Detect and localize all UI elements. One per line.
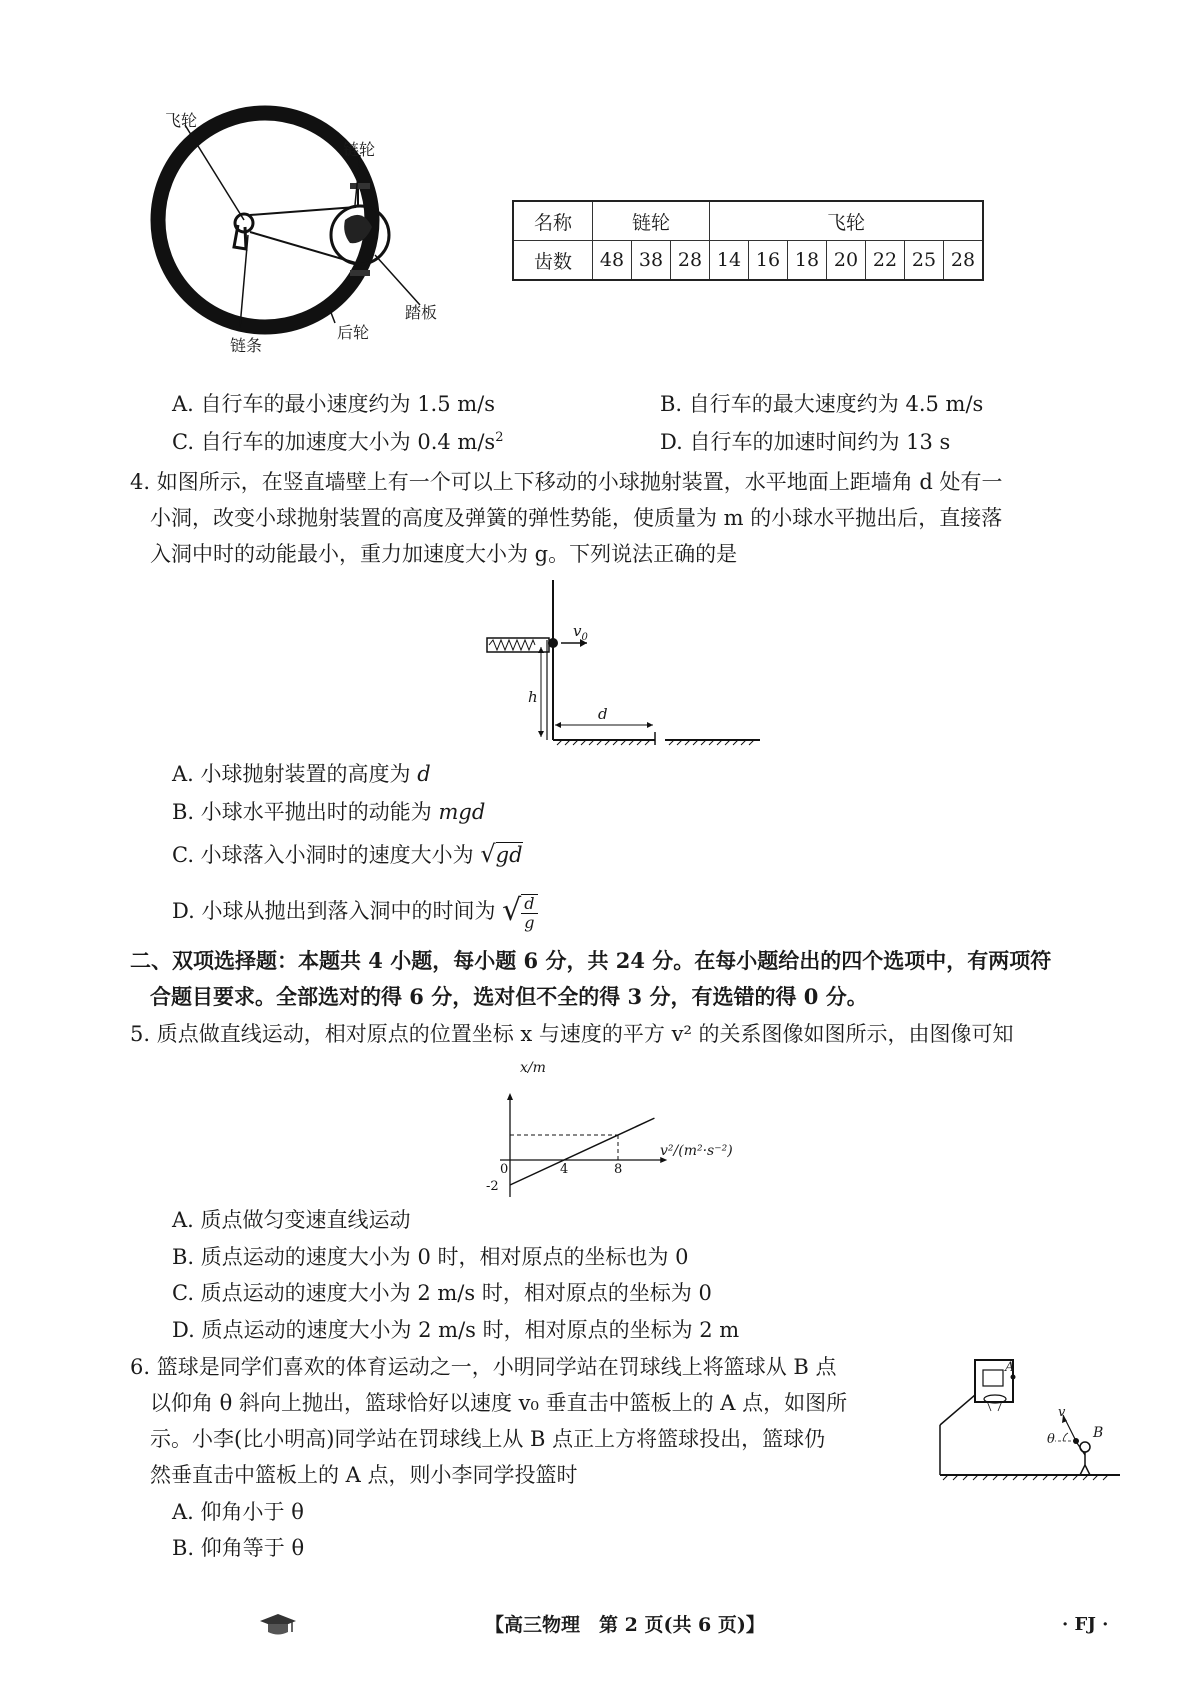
table-cell: 38 — [632, 241, 671, 281]
label-pedal: 踏板 — [405, 303, 438, 322]
q5-option-a: A. 质点做匀变速直线运动 — [172, 1208, 411, 1232]
table-row — [513, 201, 983, 241]
q6-stem-line3: 示。小李(比小明高)同学站在罚球线上从 B 点正上方将篮球投出，篮球仍 — [150, 1427, 826, 1451]
x-axis-label: v²/(m²·s⁻²) — [660, 1143, 733, 1159]
q6-stem-line2: 以仰角 θ 斜向上抛出，篮球恰好以速度 v₀ 垂直击中篮板上的 A 点，如图所 — [150, 1391, 848, 1415]
q5-option-d: D. 质点运动的速度大小为 2 m/s 时，相对原点的坐标为 2 m — [172, 1318, 740, 1342]
q6-stem-line4: 然垂直击中篮板上的 A 点，则小李同学投篮时 — [150, 1463, 578, 1487]
y-tick-label--2: -2 — [486, 1179, 499, 1194]
q4-stem-line3: 入洞中时的动能最小，重力加速度大小为 g。下列说法正确的是 — [150, 542, 738, 566]
table-header-sprocket: 链轮 — [593, 201, 710, 241]
label-h: h — [528, 688, 538, 706]
basketball-figure — [935, 1355, 1125, 1485]
table-row — [513, 241, 983, 281]
label-rear-wheel: 后轮 — [337, 323, 370, 342]
table-cell: 齿数 — [513, 241, 593, 281]
table-cell: 48 — [593, 241, 632, 281]
x-v2-graph — [470, 1055, 730, 1194]
graduation-cap-icon — [258, 1610, 298, 1638]
section2-line1: 二、双项选择题：本题共 4 小题，每小题 6 分，共 24 分。在每小题给出的四个选项中，有两项符 — [130, 948, 1052, 973]
q4-option-c: C. 小球落入小洞时的速度大小为 √gd — [172, 840, 523, 868]
q6-option-a: A. 仰角小于 θ — [172, 1500, 304, 1524]
q6-stem-line1: 6. 篮球是同学们喜欢的体育运动之一，小明同学站在罚球线上将篮球从 B 点 — [130, 1355, 837, 1379]
table-cell: 16 — [749, 241, 788, 281]
footer-page-info: 【高三物理 第 2 页(共 6 页)】 — [485, 1614, 765, 1636]
label-point-b: B — [1093, 1425, 1104, 1441]
label-velocity-v: v — [1058, 1405, 1066, 1420]
label-chain: 链条 — [230, 336, 263, 355]
table-header-name: 名称 — [513, 201, 593, 241]
series-line — [510, 1118, 654, 1185]
label-v0: $v_0$ — [573, 622, 588, 643]
q3-option-d: D. 自行车的加速时间约为 13 s — [660, 430, 951, 454]
label-sprocket: 链轮 — [343, 140, 376, 159]
label-theta: θ — [1047, 1432, 1055, 1447]
gear-teeth-table — [512, 200, 984, 281]
q5-option-b: B. 质点运动的速度大小为 0 时，相对原点的坐标也为 0 — [172, 1245, 689, 1269]
q6-option-b: B. 仰角等于 θ — [172, 1536, 305, 1560]
x-tick-label-8: 8 — [614, 1162, 623, 1177]
q4-option-b: B. 小球水平抛出时的动能为 mgd — [172, 800, 486, 824]
bicycle-gear-figure — [150, 95, 470, 385]
q4-stem-line1: 4. 如图所示，在竖直墙壁上有一个可以上下移动的小球抛射装置，水平地面上距墙角 d 处有一 — [130, 470, 1003, 494]
q5-stem: 5. 质点做直线运动，相对原点的位置坐标 x 与速度的平方 v² 的关系图像如图所示，由图像可知 — [130, 1022, 1014, 1046]
q3-option-c: C. 自行车的加速度大小为 0.4 $m/s^2$ — [172, 430, 504, 454]
footer-code: · FJ · — [1062, 1614, 1109, 1635]
section2-line2: 合题目要求。全部选对的得 6 分，选对但不全的得 3 分，有选错的得 0 分。 — [150, 984, 868, 1009]
q5-option-c: C. 质点运动的速度大小为 2 m/s 时，相对原点的坐标为 0 — [172, 1281, 712, 1305]
table-cell: 20 — [827, 241, 866, 281]
label-d: d — [598, 705, 608, 723]
q4-option-a: A. 小球抛射装置的高度为 d — [172, 762, 431, 786]
table-cell: 28 — [671, 241, 710, 281]
q3-option-b: B. 自行车的最大速度约为 4.5 m/s — [660, 392, 984, 416]
table-cell: 25 — [905, 241, 944, 281]
table-cell: 22 — [866, 241, 905, 281]
q3-option-a: A. 自行车的最小速度约为 1.5 m/s — [172, 392, 496, 416]
x-tick-label-4: 4 — [560, 1162, 569, 1177]
q4-option-d: D. 小球从抛出到落入洞中的时间为 √ $\frac{d}{g}$ — [172, 893, 538, 931]
table-header-flywheel: 飞轮 — [710, 201, 984, 241]
label-flywheel: 飞轮 — [165, 111, 198, 130]
label-point-a: A — [1005, 1360, 1015, 1375]
q4-stem-line2: 小洞，改变小球抛射装置的高度及弹簧的弹性势能，使质量为 m 的小球水平抛出后，直接落 — [150, 506, 1003, 530]
table-cell: 28 — [944, 241, 984, 281]
y-axis-label: x/m — [520, 1060, 546, 1076]
table-cell: 18 — [788, 241, 827, 281]
x-tick-label-0: 0 — [500, 1162, 509, 1177]
y-axis-arrow — [507, 1093, 513, 1100]
table-cell: 14 — [710, 241, 749, 281]
projectile-launcher-figure — [475, 575, 765, 755]
